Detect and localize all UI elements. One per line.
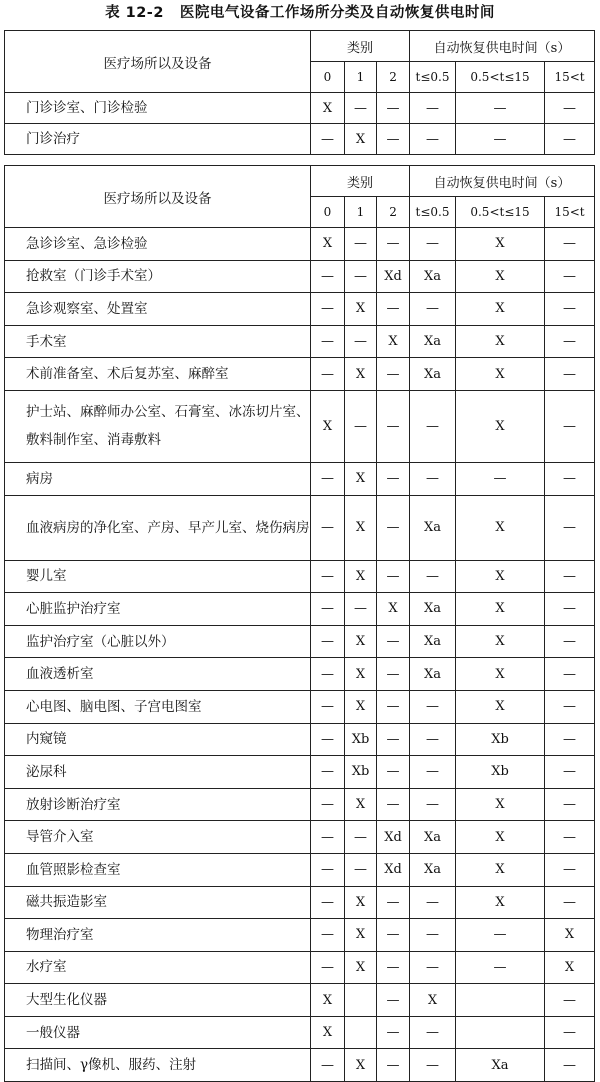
cell-1: X (345, 690, 377, 723)
cell-2: — (377, 1049, 410, 1082)
row-label: 扫描间、γ像机、服药、注射 (5, 1049, 311, 1082)
cell-3: — (410, 228, 456, 261)
table-row (5, 325, 595, 358)
cell-0: — (311, 1049, 345, 1082)
row-label: 放射诊断治疗室 (5, 788, 311, 821)
cell-0: X (311, 390, 345, 462)
cell-1: Xb (345, 723, 377, 756)
cell-3: — (410, 293, 456, 326)
cell-5: — (545, 984, 595, 1017)
table-caption (0, 0, 600, 26)
table-row (5, 951, 595, 984)
cell-5: — (545, 1049, 595, 1082)
cell-2: — (377, 723, 410, 756)
cell-0: — (311, 756, 345, 789)
table-row (5, 919, 595, 952)
row-label: 水疗室 (5, 951, 311, 984)
cell-2: — (377, 358, 410, 391)
cell-2: Xd (377, 853, 410, 886)
cell-1: X (345, 1049, 377, 1082)
header-col-1: 1 (345, 62, 377, 93)
cell-1: X (345, 560, 377, 593)
row-label: 术前准备室、术后复苏室、麻醉室 (5, 358, 311, 391)
cell-2: X (377, 593, 410, 626)
cell-3: — (410, 1049, 456, 1082)
cell-0: — (311, 951, 345, 984)
table-hospital-body (5, 228, 595, 1082)
cell-0: X (311, 984, 345, 1017)
cell-0: — (311, 358, 345, 391)
cell-0: — (311, 723, 345, 756)
cell-5: — (545, 390, 595, 462)
cell-5: — (545, 93, 595, 124)
cell-0: — (311, 293, 345, 326)
table-row (5, 124, 595, 155)
cell-1: X (345, 919, 377, 952)
table-row (5, 625, 595, 658)
table-row (5, 853, 595, 886)
cell-4: — (456, 462, 545, 495)
cell-3: — (410, 756, 456, 789)
cell-3: — (410, 723, 456, 756)
cell-5: — (545, 690, 595, 723)
header-col-0: 0 (311, 197, 345, 228)
cell-2: — (377, 93, 410, 124)
row-label: 急诊观察室、处置室 (5, 293, 311, 326)
cell-1: — (345, 325, 377, 358)
header-col-0: 0 (311, 62, 345, 93)
cell-2: — (377, 625, 410, 658)
cell-1: X (345, 658, 377, 691)
cell-0: X (311, 93, 345, 124)
cell-1: — (345, 260, 377, 293)
table-row (5, 658, 595, 691)
cell-1: X (345, 293, 377, 326)
cell-1: X (345, 462, 377, 495)
cell-2: — (377, 658, 410, 691)
header-col-2: 2 (377, 62, 410, 93)
cell-5: — (545, 293, 595, 326)
cell-2: — (377, 293, 410, 326)
cell-0: X (311, 228, 345, 261)
cell-1 (345, 1016, 377, 1049)
row-label: 心脏监护治疗室 (5, 593, 311, 626)
cell-5: — (545, 756, 595, 789)
cell-2: X (377, 325, 410, 358)
row-label: 血液病房的净化室、产房、早产儿室、烧伤病房 (5, 495, 311, 560)
cell-5: — (545, 462, 595, 495)
cell-0: — (311, 593, 345, 626)
cell-2: — (377, 228, 410, 261)
header-name: 医疗场所以及设备 (5, 31, 311, 93)
row-label: 监护治疗室（心脏以外） (5, 625, 311, 658)
row-label: 病房 (5, 462, 311, 495)
row-label: 内窥镜 (5, 723, 311, 756)
cell-4: X (456, 658, 545, 691)
table-row (5, 260, 595, 293)
row-label: 门诊诊室、门诊检验 (5, 93, 311, 124)
table-row (5, 788, 595, 821)
row-label: 急诊诊室、急诊检验 (5, 228, 311, 261)
row-label: 磁共振造影室 (5, 886, 311, 919)
cell-4: — (456, 93, 545, 124)
table-number: 表 12-2 (105, 5, 164, 21)
cell-3: — (410, 919, 456, 952)
cell-0: X (311, 1016, 345, 1049)
cell-5: — (545, 325, 595, 358)
cell-5: — (545, 853, 595, 886)
cell-4: X (456, 886, 545, 919)
cell-1: — (345, 228, 377, 261)
table-row (5, 984, 595, 1017)
cell-1: — (345, 853, 377, 886)
header-time: 自动恢复供电时间（s） (410, 166, 595, 197)
header-category: 类别 (311, 31, 410, 62)
cell-5: — (545, 658, 595, 691)
cell-5: — (545, 358, 595, 391)
table-hospital (4, 165, 595, 1082)
row-label: 血液透析室 (5, 658, 311, 691)
cell-4: X (456, 390, 545, 462)
cell-4: X (456, 560, 545, 593)
cell-5: — (545, 495, 595, 560)
cell-2: — (377, 495, 410, 560)
cell-2: Xd (377, 821, 410, 854)
table-row (5, 690, 595, 723)
cell-4: X (456, 260, 545, 293)
table-row (5, 495, 595, 560)
table-row (5, 560, 595, 593)
cell-3: — (410, 690, 456, 723)
cell-5: — (545, 1016, 595, 1049)
cell-1: Xb (345, 756, 377, 789)
table-row (5, 1016, 595, 1049)
cell-2: — (377, 390, 410, 462)
table-row (5, 593, 595, 626)
cell-0: — (311, 853, 345, 886)
row-label: 抢救室（门诊手术室） (5, 260, 311, 293)
row-label: 导管介入室 (5, 821, 311, 854)
header-col-2: 2 (377, 197, 410, 228)
cell-0: — (311, 124, 345, 155)
header-col-4: 0.5<t≤15 (456, 62, 545, 93)
cell-0: — (311, 462, 345, 495)
cell-0: — (311, 495, 345, 560)
cell-4: X (456, 495, 545, 560)
row-label: 护士站、麻醉师办公室、石膏室、冰冻切片室、敷料制作室、消毒敷料 (5, 390, 311, 462)
header-col-5: 15<t (545, 62, 595, 93)
cell-3: Xa (410, 260, 456, 293)
table-row (5, 390, 595, 462)
cell-3: — (410, 124, 456, 155)
header-col-3: t≤0.5 (410, 197, 456, 228)
cell-2: — (377, 462, 410, 495)
cell-4: X (456, 690, 545, 723)
cell-4 (456, 984, 545, 1017)
cell-3: Xa (410, 495, 456, 560)
cell-0: — (311, 560, 345, 593)
header-col-1: 1 (345, 197, 377, 228)
cell-4: X (456, 821, 545, 854)
cell-3: — (410, 462, 456, 495)
cell-5: — (545, 260, 595, 293)
row-label: 大型生化仪器 (5, 984, 311, 1017)
cell-4: X (456, 788, 545, 821)
cell-3: X (410, 984, 456, 1017)
cell-1: — (345, 93, 377, 124)
cell-2: — (377, 690, 410, 723)
row-label: 门诊治疗 (5, 124, 311, 155)
cell-4: — (456, 951, 545, 984)
cell-0: — (311, 690, 345, 723)
cell-4: Xb (456, 756, 545, 789)
table-title: 医院电气设备工作场所分类及自动恢复供电时间 (179, 5, 495, 21)
cell-2: Xd (377, 260, 410, 293)
cell-5: — (545, 886, 595, 919)
cell-0: — (311, 260, 345, 293)
cell-1 (345, 984, 377, 1017)
cell-5: — (545, 723, 595, 756)
header-category: 类别 (311, 166, 410, 197)
cell-2: — (377, 984, 410, 1017)
table-outpatient-body (5, 93, 595, 155)
cell-2: — (377, 788, 410, 821)
table-row (5, 293, 595, 326)
cell-3: Xa (410, 853, 456, 886)
header-time: 自动恢复供电时间（s） (410, 31, 595, 62)
cell-3: Xa (410, 593, 456, 626)
header-col-5: 15<t (545, 197, 595, 228)
cell-2: — (377, 560, 410, 593)
row-label: 一般仪器 (5, 1016, 311, 1049)
cell-4: Xa (456, 1049, 545, 1082)
table-row (5, 228, 595, 261)
cell-5: — (545, 124, 595, 155)
cell-1: X (345, 951, 377, 984)
cell-1: X (345, 625, 377, 658)
cell-3: — (410, 560, 456, 593)
table-row (5, 886, 595, 919)
cell-5: — (545, 625, 595, 658)
cell-3: — (410, 788, 456, 821)
cell-1: — (345, 821, 377, 854)
cell-4: — (456, 919, 545, 952)
cell-1: X (345, 886, 377, 919)
header-name: 医疗场所以及设备 (5, 166, 311, 228)
cell-4: X (456, 593, 545, 626)
cell-0: — (311, 886, 345, 919)
cell-5: — (545, 560, 595, 593)
cell-0: — (311, 658, 345, 691)
cell-1: X (345, 358, 377, 391)
cell-5: — (545, 821, 595, 854)
cell-2: — (377, 124, 410, 155)
cell-4: X (456, 228, 545, 261)
cell-5: X (545, 951, 595, 984)
cell-1: X (345, 124, 377, 155)
cell-3: Xa (410, 325, 456, 358)
cell-5: X (545, 919, 595, 952)
cell-2: — (377, 886, 410, 919)
cell-0: — (311, 325, 345, 358)
row-label: 泌尿科 (5, 756, 311, 789)
table-row (5, 723, 595, 756)
table-row (5, 93, 595, 124)
cell-2: — (377, 1016, 410, 1049)
cell-4: X (456, 358, 545, 391)
cell-4: X (456, 325, 545, 358)
cell-3: — (410, 886, 456, 919)
cell-3: — (410, 951, 456, 984)
header-col-4: 0.5<t≤15 (456, 197, 545, 228)
cell-4 (456, 1016, 545, 1049)
cell-5: — (545, 788, 595, 821)
cell-5: — (545, 593, 595, 626)
table-row (5, 462, 595, 495)
row-label: 手术室 (5, 325, 311, 358)
cell-0: — (311, 919, 345, 952)
cell-2: — (377, 919, 410, 952)
cell-4: Xb (456, 723, 545, 756)
cell-4: X (456, 625, 545, 658)
header-col-3: t≤0.5 (410, 62, 456, 93)
table-row (5, 1049, 595, 1082)
cell-3: — (410, 390, 456, 462)
cell-1: — (345, 390, 377, 462)
table-row (5, 756, 595, 789)
cell-2: — (377, 756, 410, 789)
cell-3: Xa (410, 658, 456, 691)
cell-4: X (456, 853, 545, 886)
cell-0: — (311, 625, 345, 658)
cell-1: — (345, 593, 377, 626)
cell-1: X (345, 788, 377, 821)
row-label: 物理治疗室 (5, 919, 311, 952)
cell-3: — (410, 1016, 456, 1049)
cell-3: Xa (410, 821, 456, 854)
row-label: 血管照影检查室 (5, 853, 311, 886)
cell-4: — (456, 124, 545, 155)
cell-3: Xa (410, 625, 456, 658)
cell-0: — (311, 788, 345, 821)
cell-5: — (545, 228, 595, 261)
cell-3: Xa (410, 358, 456, 391)
table-row (5, 821, 595, 854)
cell-1: X (345, 495, 377, 560)
row-label: 婴儿室 (5, 560, 311, 593)
row-label: 心电图、脑电图、子宫电图室 (5, 690, 311, 723)
cell-2: — (377, 951, 410, 984)
table-row (5, 358, 595, 391)
table-outpatient (4, 30, 595, 155)
cell-0: — (311, 821, 345, 854)
cell-4: X (456, 293, 545, 326)
cell-3: — (410, 93, 456, 124)
